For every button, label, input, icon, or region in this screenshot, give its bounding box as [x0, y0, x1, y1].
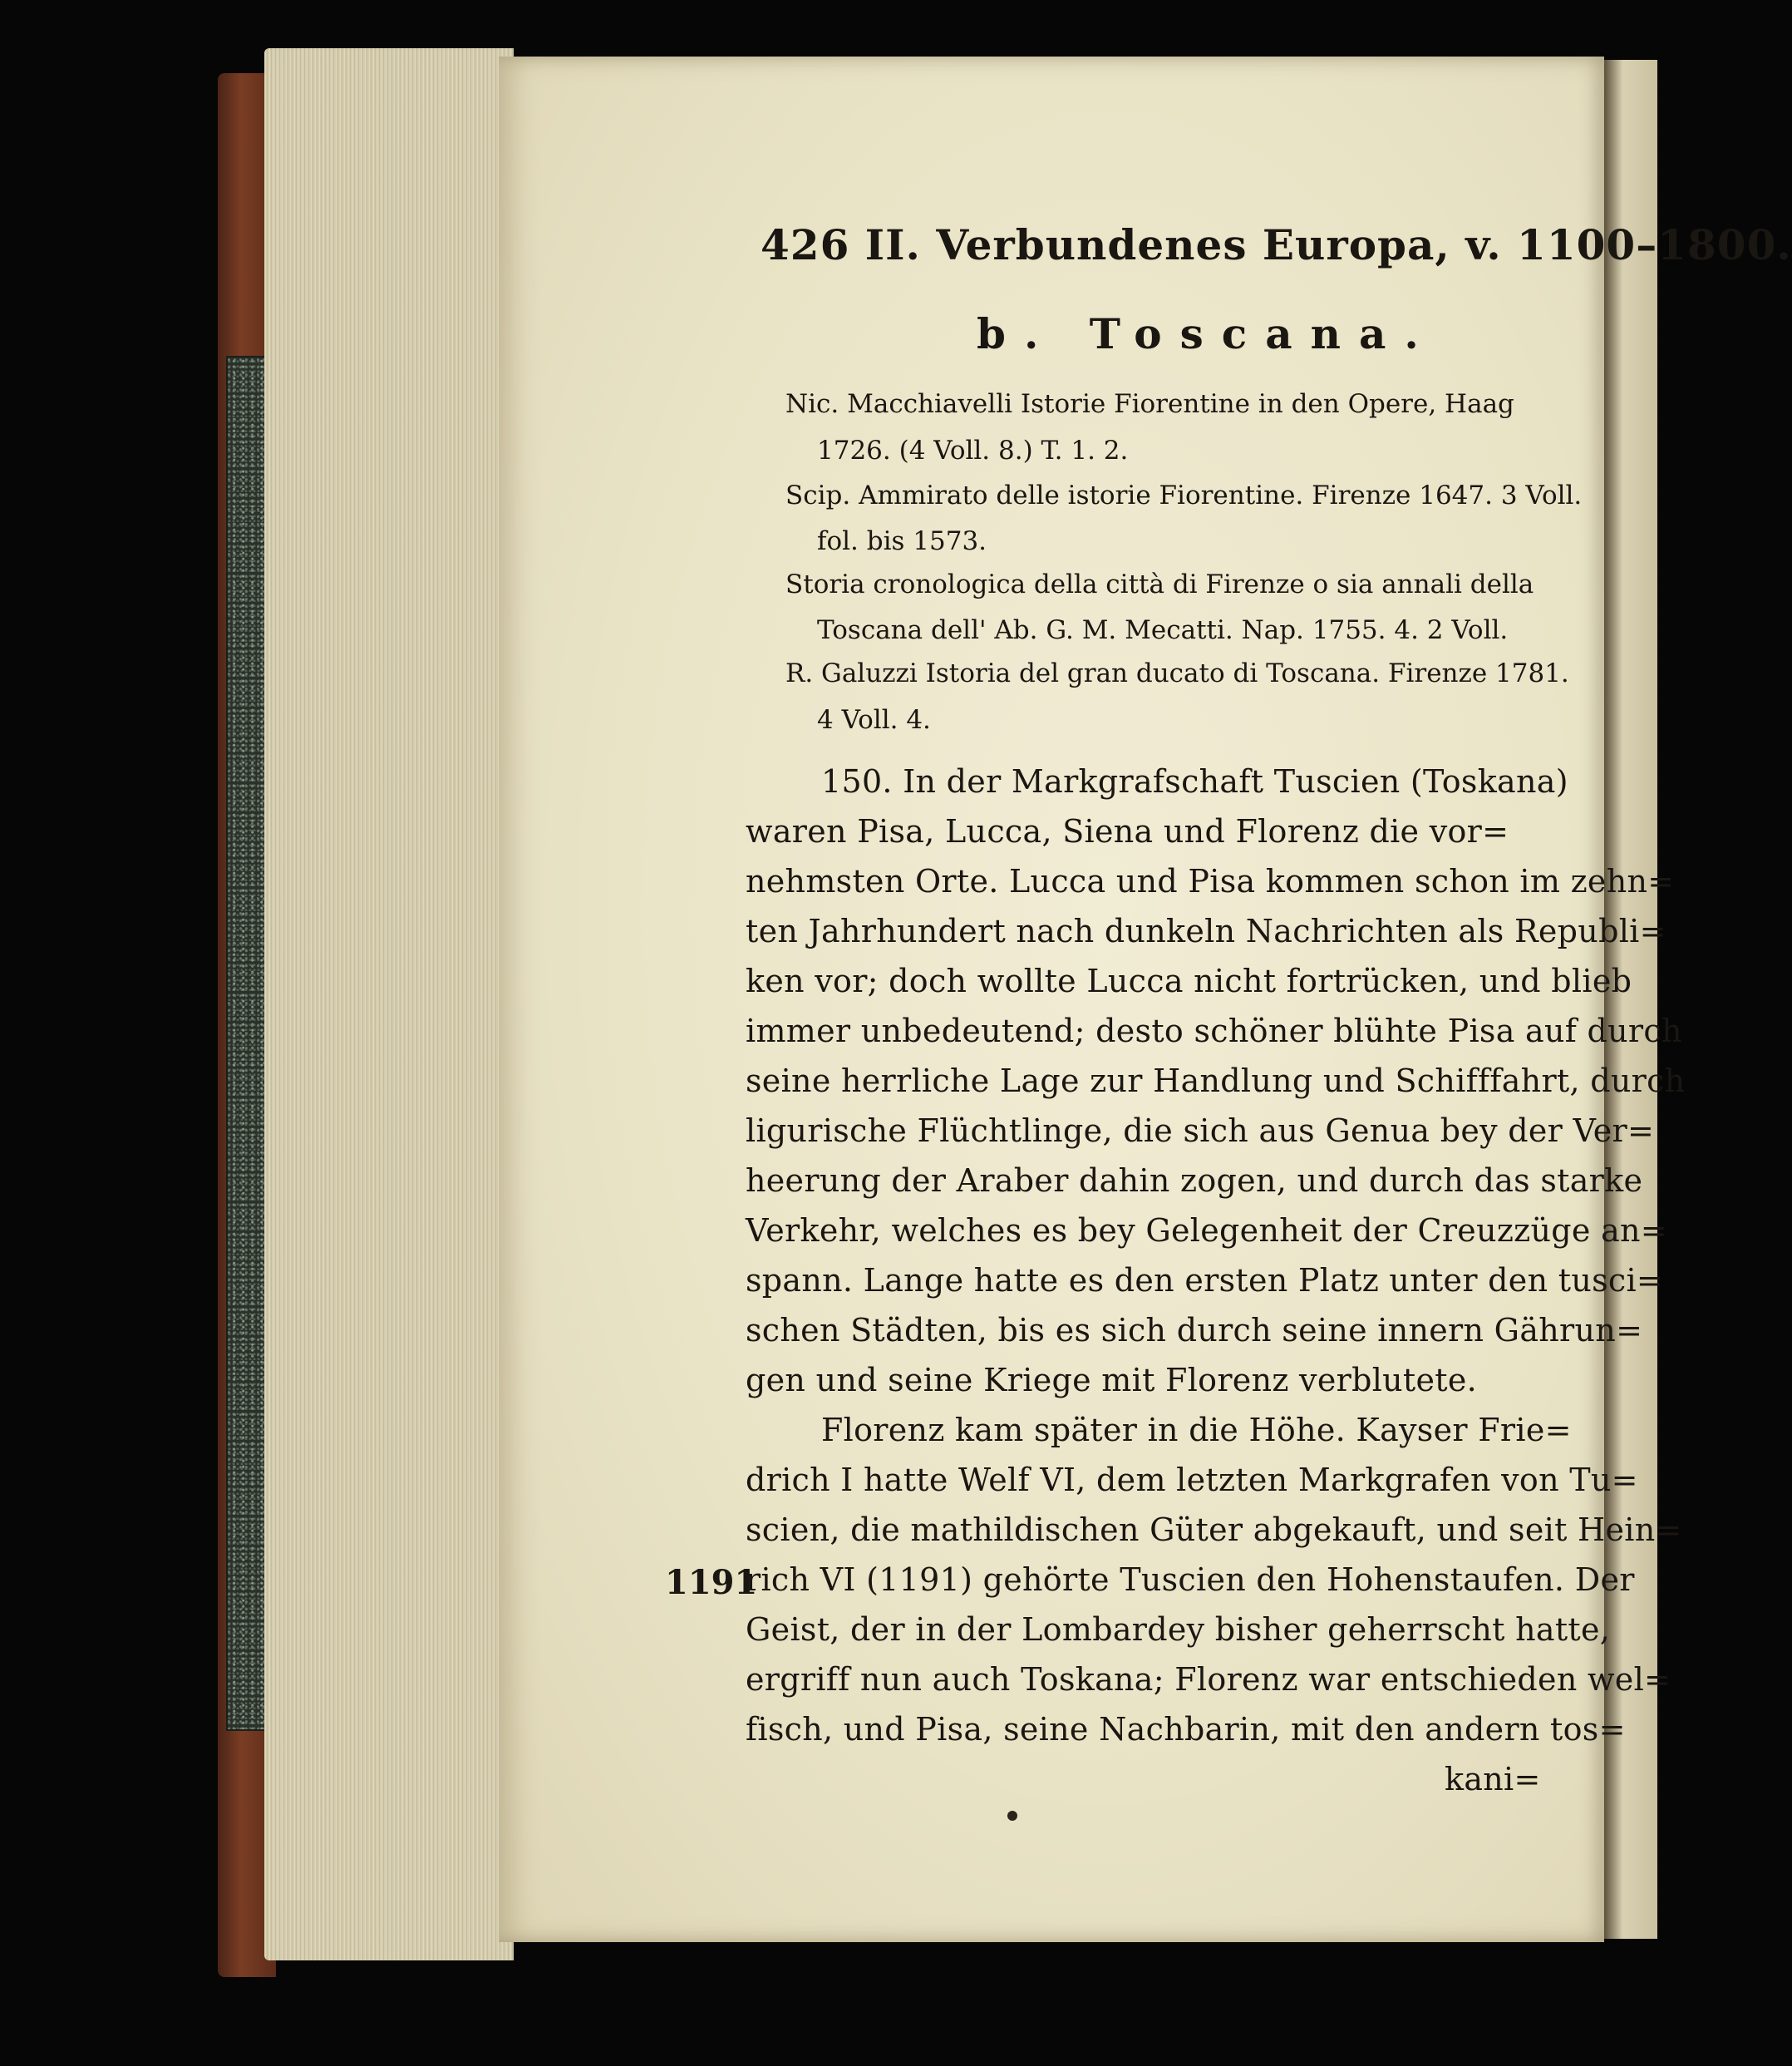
bibliography-line: Storia cronologica della città di Firenze o sia annali della — [785, 570, 1534, 599]
facing-page-gutter — [1604, 60, 1657, 1939]
body-line: ergriff nun auch Toskana; Florenz war entschieden wel= — [746, 1661, 1671, 1698]
body-line: gen und seine Kriege mit Florenz verblutete. — [746, 1362, 1478, 1398]
body-line: scien, die mathildischen Güter abgekauft, und seit Hein= — [746, 1511, 1682, 1548]
body-line: heerung der Araber dahin zogen, und durch das starke — [746, 1162, 1643, 1199]
bibliography-line: 1726. (4 Voll. 8.) T. 1. 2. — [817, 436, 1129, 466]
catchword: kani= — [1445, 1761, 1541, 1797]
bibliography-line: 4 Voll. 4. — [817, 705, 931, 735]
body-line: rich VI (1191) gehörte Tuscien den Hohenstaufen. Der — [746, 1561, 1635, 1598]
body-line: immer unbedeutend; desto schöner blühte Pisa auf durch — [746, 1013, 1682, 1049]
page-edges — [264, 48, 514, 1960]
bibliography-line: R. Galuzzi Istoria del gran ducato di Toscana. Firenze 1781. — [785, 658, 1569, 688]
signature-mark — [1007, 1811, 1017, 1821]
body-line: Geist, der in der Lombardey bisher geherrscht hatte, — [746, 1611, 1611, 1648]
margin-year-note: 1191 — [665, 1563, 758, 1602]
body-line: ten Jahrhundert nach dunkeln Nachrichten als Republi= — [746, 913, 1666, 949]
body-line: nehmsten Orte. Lucca und Pisa kommen schon im zehn= — [746, 863, 1675, 900]
body-line: fisch, und Pisa, seine Nachbarin, mit den andern tos= — [746, 1711, 1626, 1748]
body-line: 150. In der Markgrafschaft Tuscien (Toskana) — [821, 763, 1568, 800]
body-line: Verkehr, welches es bey Gelegenheit der Creuzzüge an= — [746, 1212, 1667, 1249]
body-line: Florenz kam später in die Höhe. Kayser Frie= — [821, 1412, 1572, 1448]
bibliography-line: fol. bis 1573. — [817, 526, 987, 556]
body-line: schen Städten, bis es sich durch seine innern Gährun= — [746, 1312, 1643, 1349]
body-line: ken vor; doch wollte Lucca nicht fortrücken, und blieb — [746, 963, 1632, 999]
bibliography-line: Toscana dell' Ab. G. M. Mecatti. Nap. 1755. 4. 2 Voll. — [817, 615, 1509, 645]
body-line: drich I hatte Welf VI, dem letzten Markgrafen von Tu= — [746, 1462, 1638, 1498]
section-title: b. Toscana. — [977, 309, 1437, 358]
bibliography-line: Scip. Ammirato delle istorie Fiorentine. Firenze 1647. 3 Voll. — [785, 481, 1583, 510]
body-line: spann. Lange hatte es den ersten Platz unter den tusci= — [746, 1262, 1664, 1299]
body-line: ligurische Flüchtlinge, die sich aus Genua bey der Ver= — [746, 1112, 1655, 1149]
body-line: seine herrliche Lage zur Handlung und Schifffahrt, durch — [746, 1063, 1686, 1099]
body-line: waren Pisa, Lucca, Siena und Florenz die vor= — [746, 813, 1509, 850]
bibliography-line: Nic. Macchiavelli Istorie Fiorentine in den Opere, Haag — [785, 389, 1514, 419]
running-header: 426 II. Verbundenes Europa, v. 1100–1800. — [761, 220, 1792, 269]
